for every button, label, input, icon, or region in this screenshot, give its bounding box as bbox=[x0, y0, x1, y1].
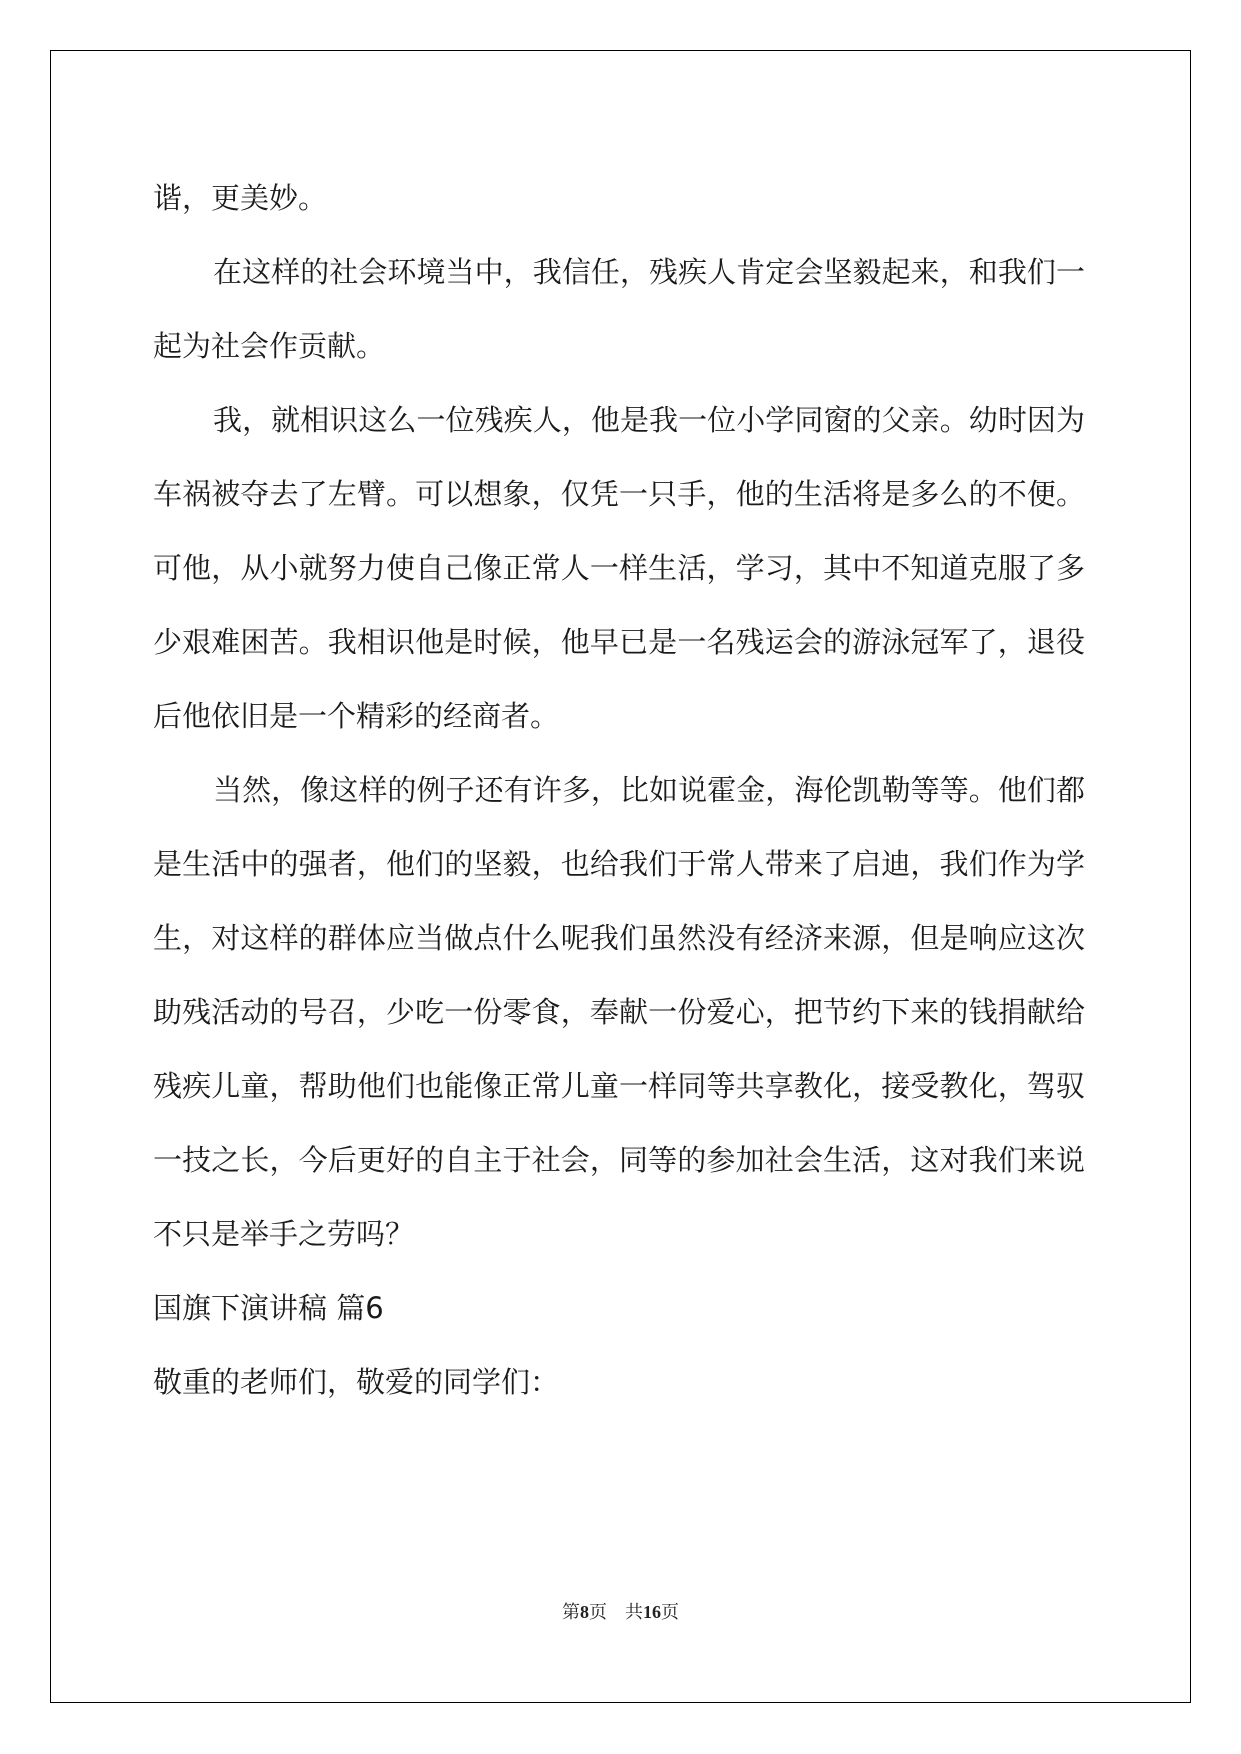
document-body bbox=[153, 161, 1085, 1419]
paragraph: 在这样的社会环境当中，我信任，残疾人肯定会坚毅起来，和我们一起为社会作贡献。 bbox=[153, 255, 1085, 363]
footer-mid: 页 共 bbox=[589, 1602, 643, 1622]
page-footer bbox=[0, 1598, 1241, 1624]
section-heading: 国旗下演讲稿 篇6 bbox=[153, 1291, 384, 1325]
footer-prefix: 第 bbox=[562, 1602, 580, 1622]
salutation: 敬重的老师们，敬爱的同学们： bbox=[153, 1365, 560, 1399]
paragraph: 我，就相识这么一位残疾人，他是我一位小学同窗的父亲。幼时因为车祸被夺去了左臂。可以想象，仅凭一只手，他的生活将是多么的不便。可他，从小就努力使自己像正常人一样生活，学习，其中不知道克服了多少艰难困苦。我相识他是时候，他早已是一名残运会的游泳冠军了，退役后他依旧是一个精彩的经商者。 bbox=[153, 403, 1085, 733]
footer-suffix: 页 bbox=[661, 1602, 679, 1622]
total-pages-number: 16 bbox=[643, 1602, 661, 1622]
paragraph: 当然，像这样的例子还有许多，比如说霍金，海伦凯勒等等。他们都是生活中的强者，他们的坚毅，也给我们于常人带来了启迪，我们作为学生，对这样的群体应当做点什么呢我们虽然没有经济来源，但是响应这次助残活动的号召，少吃一份零食，奉献一份爱心，把节约下来的钱捐献给残疾儿童，帮助他们也能像正常儿童一样同等共享教化，接受教化，驾驭一技之长，今后更好的自主于社会，同等的参加社会生活，这对我们来说不只是举手之劳吗？ bbox=[153, 773, 1085, 1251]
current-page-number: 8 bbox=[580, 1602, 589, 1622]
paragraph-continuation: 谐，更美妙。 bbox=[153, 181, 328, 215]
